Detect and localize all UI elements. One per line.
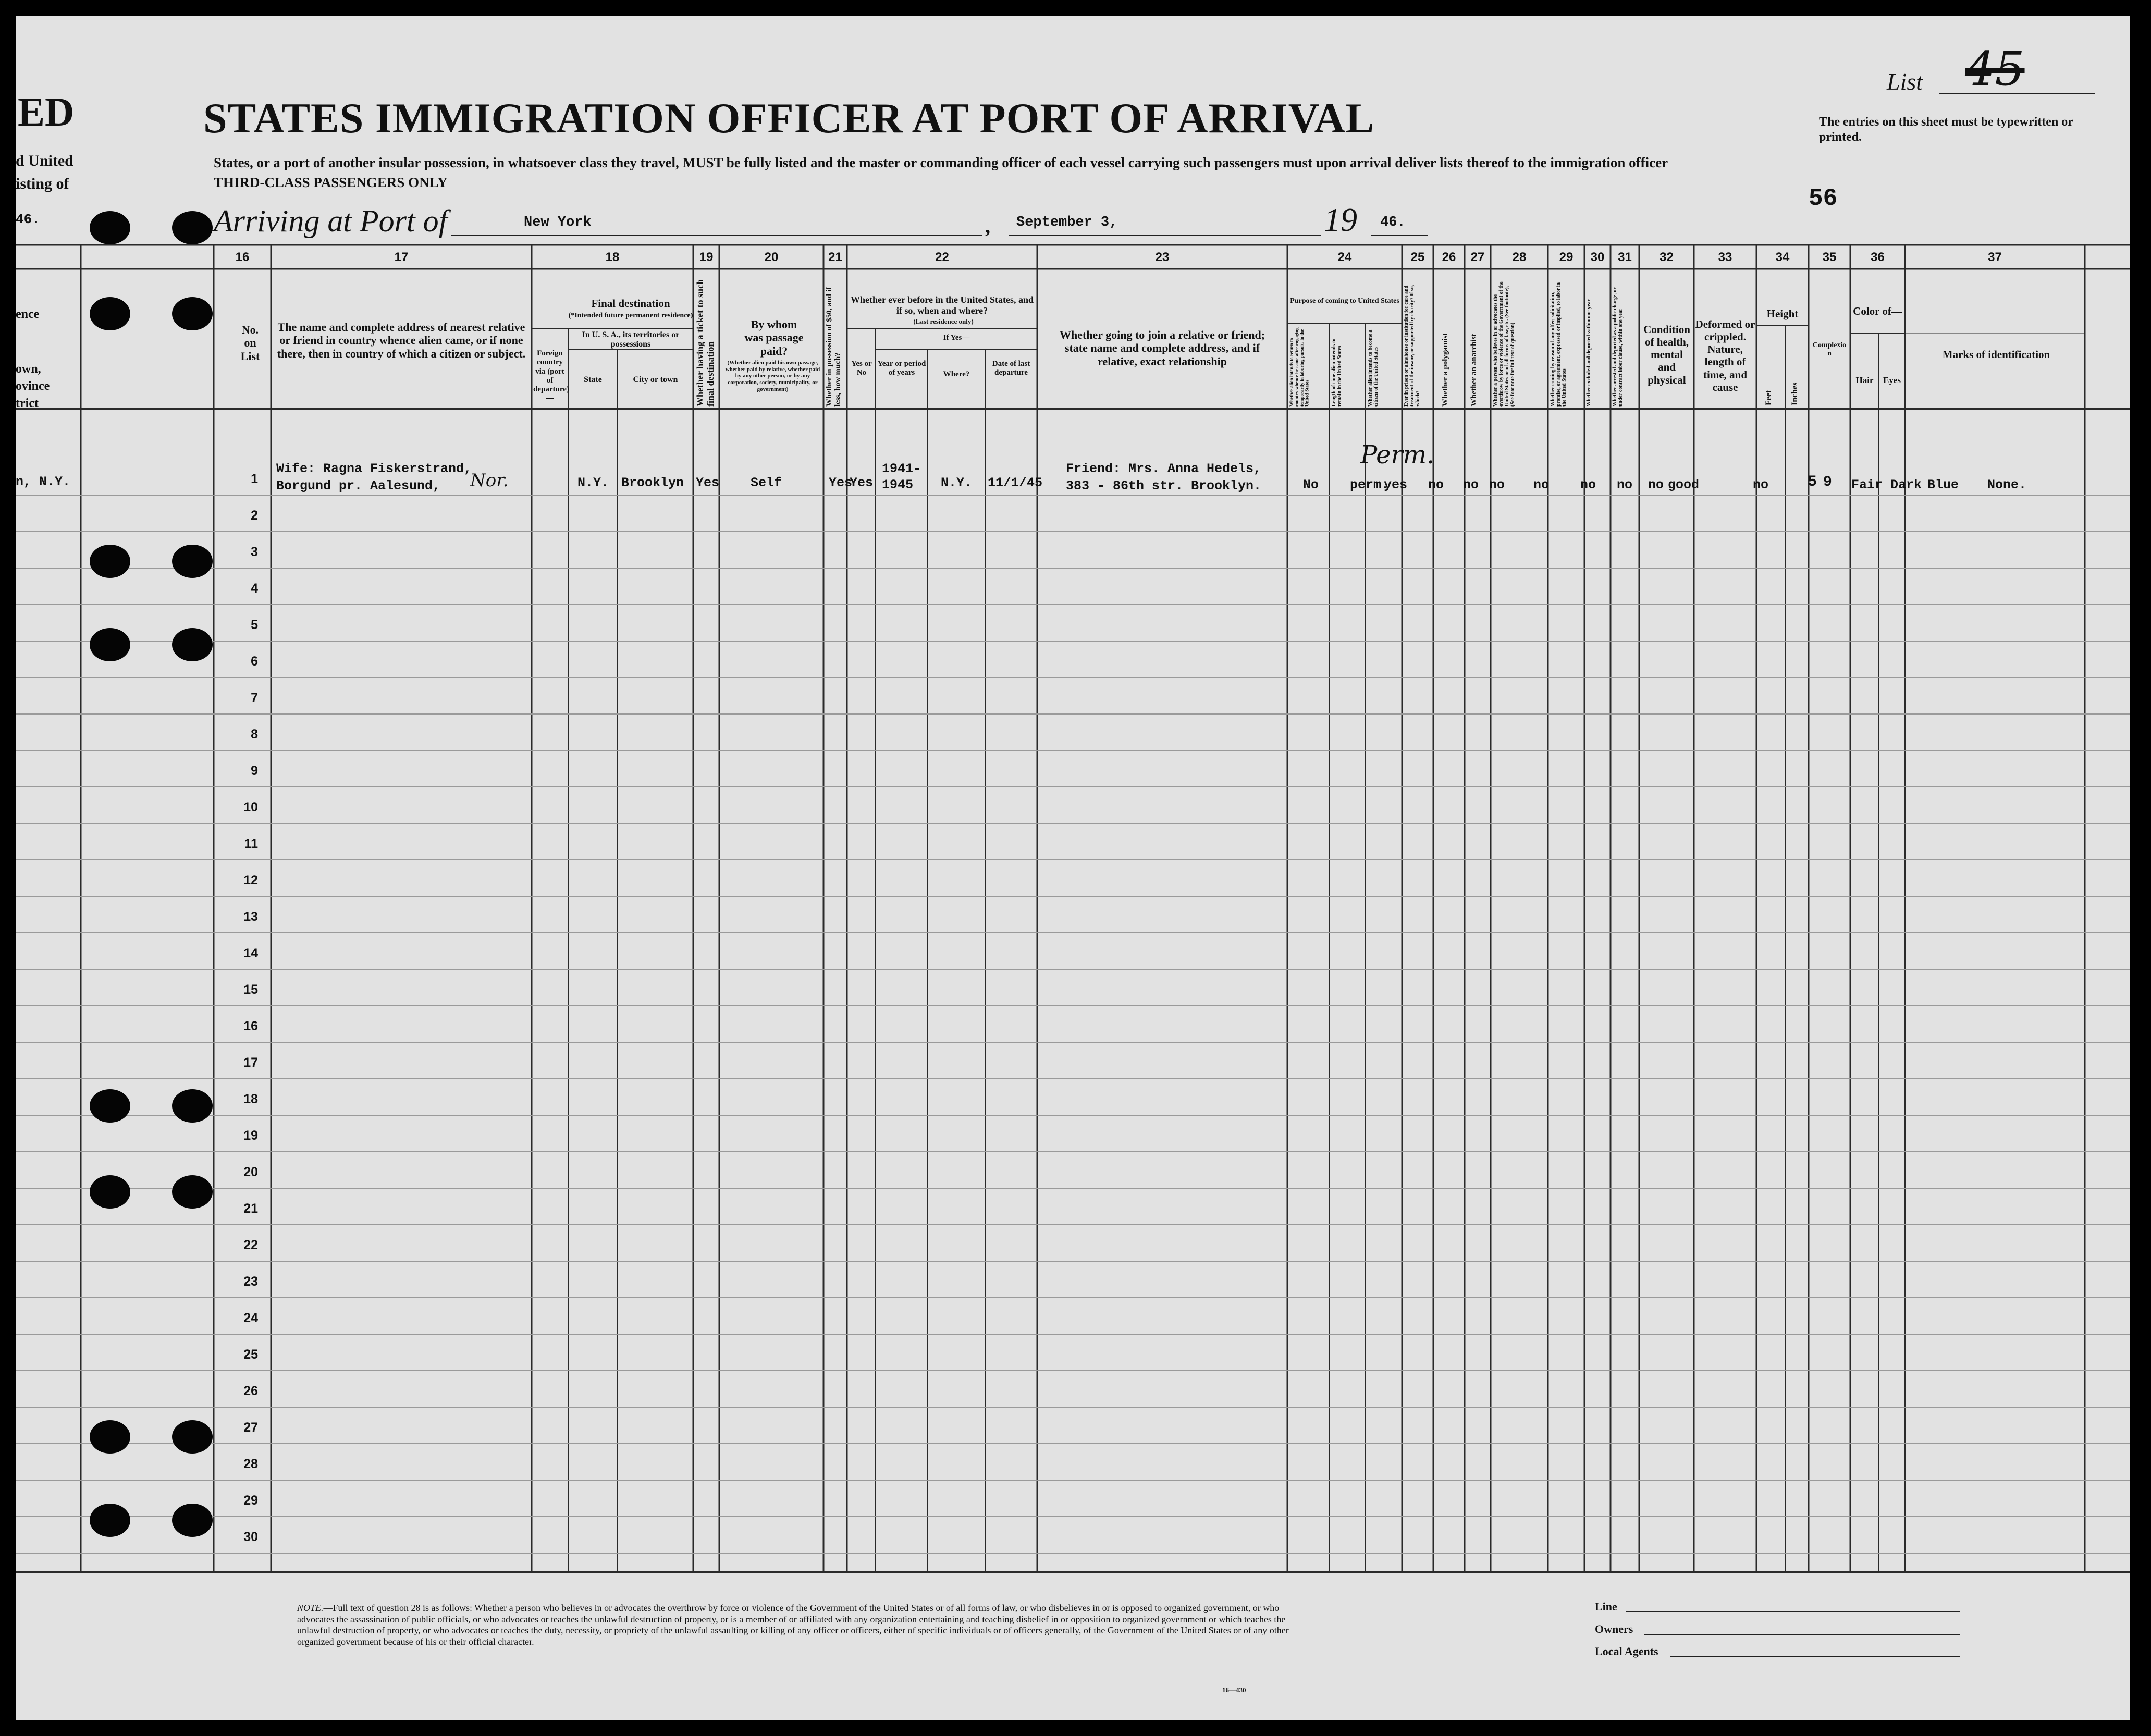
col-num-17: 17 bbox=[394, 250, 409, 264]
col-21-heading: Whether in possession of $50, and if less, how much? bbox=[825, 287, 842, 407]
entry-relative-line2: Borgund pr. Aalesund, bbox=[276, 478, 441, 494]
row-number: 25 bbox=[243, 1347, 258, 1362]
col-24-length: Length of time alien intends to remain in the United States bbox=[1331, 338, 1343, 407]
col-26-heading: Whether a polygamist bbox=[1441, 333, 1449, 407]
col-num-22: 22 bbox=[935, 250, 949, 264]
col-36-heading: Color of— bbox=[1853, 305, 1902, 317]
col-22-note: (Last residence only) bbox=[913, 317, 974, 325]
col-20-heading: By whom was passage paid? bbox=[744, 318, 804, 358]
list-number: 45 bbox=[1965, 42, 2025, 96]
col-num-24: 24 bbox=[1337, 250, 1352, 264]
col-27-heading: Whether an anarchist bbox=[1470, 334, 1478, 407]
col-num-18: 18 bbox=[605, 250, 620, 264]
row-number: 11 bbox=[244, 836, 258, 851]
entry-height-feet: 5 bbox=[1808, 473, 1817, 491]
col-30-heading: Whether excluded and deported within one year bbox=[1586, 299, 1592, 407]
entry-last-departure: 11/1/45 bbox=[988, 475, 1043, 490]
entry-relative-country-handwritten: Nor. bbox=[470, 470, 509, 491]
punch-hole bbox=[90, 297, 130, 330]
entry-excluded: no bbox=[1617, 477, 1633, 493]
row-number: 18 bbox=[243, 1092, 258, 1106]
punch-hole bbox=[172, 1175, 213, 1209]
entry-hair: Dark bbox=[1890, 477, 1922, 493]
form-number: 16—430 bbox=[1222, 1686, 1246, 1694]
entry-return: No bbox=[1303, 477, 1319, 493]
left-edge-line2: isting of bbox=[16, 175, 69, 192]
col-num-16: 16 bbox=[235, 250, 250, 264]
punch-hole bbox=[172, 628, 213, 661]
col-34-heading: Height bbox=[1766, 307, 1799, 320]
col-22-if-yes: If Yes— bbox=[943, 334, 970, 342]
col-29-heading: Whether coming by reason of any offer, solicitation, promise, or agreement, expressed or implied, to labor in the United States bbox=[1550, 282, 1567, 407]
entry-length-handwritten: Perm. bbox=[1360, 440, 1435, 470]
entry-years-line2: 1945 bbox=[882, 477, 914, 493]
arriving-label: Arriving at Port of bbox=[214, 204, 448, 238]
col-24-citizen: Whether alien intends to become a citizen of the United States bbox=[1368, 329, 1379, 407]
col-16-heading: No. on List bbox=[240, 323, 260, 363]
col-33-heading: Deformed or crippled. Nature, length of time, and cause bbox=[1695, 318, 1755, 393]
entry-join-line2: 383 - 86th str. Brooklyn. bbox=[1066, 478, 1262, 494]
col-36-hair: Hair bbox=[1855, 375, 1874, 385]
col-num-25: 25 bbox=[1410, 250, 1425, 264]
punch-hole bbox=[172, 211, 213, 244]
col-18-note: (*Intended future permanent residence) bbox=[568, 312, 693, 319]
row-number: 19 bbox=[243, 1128, 258, 1143]
row-number: 16 bbox=[243, 1019, 258, 1033]
punch-hole bbox=[90, 1420, 130, 1454]
left-edge-letters: ED bbox=[18, 89, 75, 134]
left-col-fragment-1: ence bbox=[16, 307, 40, 321]
col-num-27: 27 bbox=[1470, 250, 1485, 264]
entry-paid-by: Self bbox=[751, 475, 782, 490]
row-number: 26 bbox=[243, 1384, 258, 1398]
entry-dest-state: N.Y. bbox=[577, 475, 609, 490]
row-number: 20 bbox=[243, 1165, 258, 1179]
row-number: 29 bbox=[243, 1493, 258, 1508]
arrival-date: September 3, bbox=[1016, 215, 1118, 230]
punch-hole bbox=[172, 1420, 213, 1454]
col-18-in-usa: In U. S. A., its territories or possessions bbox=[582, 330, 680, 349]
col-18-state: State bbox=[584, 375, 602, 384]
punch-hole bbox=[172, 545, 213, 578]
left-col-fragment-3: ovince bbox=[16, 379, 50, 393]
entry-ticket: Yes bbox=[696, 475, 720, 490]
col-18-foreign-country: Foreign country via (port of departure)— bbox=[533, 349, 569, 403]
year-suffix: 46. bbox=[1380, 215, 1406, 230]
col-22-years: Year or period of years bbox=[877, 360, 926, 377]
owners-label: Owners bbox=[1595, 1622, 1633, 1635]
row-number: 17 bbox=[243, 1055, 258, 1070]
row-number: 27 bbox=[243, 1420, 258, 1435]
col-num-33: 33 bbox=[1718, 250, 1732, 264]
owners-underline bbox=[1644, 1634, 1960, 1635]
col-num-26: 26 bbox=[1442, 250, 1456, 264]
punch-hole bbox=[172, 1089, 213, 1123]
entry-height-inches: 9 bbox=[1823, 474, 1832, 490]
form-title: STATES IMMIGRATION OFFICER AT PORT OF ARRIVAL bbox=[203, 94, 1375, 142]
row-number: 24 bbox=[243, 1311, 258, 1325]
punch-hole bbox=[90, 1504, 130, 1537]
manifest-grid bbox=[16, 16, 2130, 1720]
row-number: 2 bbox=[251, 508, 258, 523]
col-19-heading: Whether having a ticket to such final destination bbox=[695, 279, 716, 407]
row-number: 14 bbox=[243, 946, 258, 961]
row-number: 4 bbox=[251, 581, 258, 596]
col-22-heading: Whether ever before in the United States, and if so, when and where? bbox=[851, 294, 1034, 316]
row-number: 5 bbox=[251, 618, 258, 632]
col-num-37: 37 bbox=[1988, 250, 2002, 264]
col-18-city: City or town bbox=[633, 375, 678, 384]
left-edge-year: 46. bbox=[16, 212, 40, 227]
col-22-last-departure: Date of last departure bbox=[992, 360, 1030, 377]
col-num-19: 19 bbox=[699, 250, 714, 264]
col-num-23: 23 bbox=[1155, 250, 1170, 264]
col-37-heading: Marks of identification bbox=[1942, 348, 2050, 361]
punch-hole bbox=[90, 1089, 130, 1123]
col-32-heading: Condition of health, mental and physical bbox=[1643, 323, 1690, 386]
left-col-fragment-2: own, bbox=[16, 362, 41, 376]
row-number: 22 bbox=[243, 1238, 258, 1252]
entry-years-line1: 1941- bbox=[882, 461, 921, 476]
row-number: 6 bbox=[251, 654, 258, 669]
entry-money: Yes bbox=[829, 475, 853, 490]
col-18-heading: Final destination bbox=[591, 297, 670, 310]
entry-offer: no bbox=[1580, 477, 1596, 493]
punch-hole bbox=[172, 1504, 213, 1537]
entry-where: N.Y. bbox=[941, 475, 973, 490]
class-line: THIRD-CLASS PASSENGERS ONLY bbox=[214, 175, 448, 190]
punch-hole bbox=[90, 1175, 130, 1209]
col-num-30: 30 bbox=[1590, 250, 1605, 264]
col-num-28: 28 bbox=[1512, 250, 1527, 264]
col-31-heading: Whether arrested and deported as a public charge, or under contract labor clause, within one year bbox=[1612, 287, 1624, 407]
entry-health: good bbox=[1668, 477, 1700, 493]
entry-before-us: Yes bbox=[850, 475, 874, 490]
col-23-heading: Whether going to join a relative or friend; state name and complete address, and if relative, exact relationship bbox=[1059, 328, 1265, 368]
line-underline bbox=[1626, 1611, 1960, 1612]
col-24-heading: Purpose of coming to United States bbox=[1290, 297, 1399, 305]
port-comma: , bbox=[985, 214, 990, 238]
col-num-34: 34 bbox=[1775, 250, 1790, 264]
list-label: List bbox=[1887, 68, 1923, 95]
punch-hole bbox=[90, 628, 130, 661]
row-number: 8 bbox=[251, 727, 258, 742]
col-num-35: 35 bbox=[1822, 250, 1837, 264]
col-num-31: 31 bbox=[1618, 250, 1632, 264]
col-num-32: 32 bbox=[1660, 250, 1674, 264]
entry-arrested: no bbox=[1648, 477, 1664, 493]
col-24-return: Whether alien intends to return to country whence he came after engaging temporarily in laboring pursuits in the United States bbox=[1289, 327, 1310, 407]
col-34-feet: Feet bbox=[1764, 390, 1773, 405]
form-subtitle: States, or a port of another insular possession, in whatsoever class they travel, MUST be fully listed and the master or commanding officer of each vessel carrying such passengers must upon arrival deliver lists thereof to the immigration officer bbox=[214, 155, 1668, 170]
footnote bbox=[297, 1603, 1313, 1647]
row-number: 3 bbox=[251, 545, 258, 559]
left-edge-line1: d United bbox=[16, 152, 73, 169]
row-number: 9 bbox=[251, 764, 258, 778]
punch-hole bbox=[172, 297, 213, 330]
col-17-heading: The name and complete address of nearest relative or friend in country whence alien came, or if none there, then in country of which a citizen or subject. bbox=[277, 321, 526, 360]
year-prefix: 19 bbox=[1324, 201, 1357, 238]
row-number: 7 bbox=[251, 691, 258, 705]
left-col-fragment-4: trict bbox=[16, 397, 39, 410]
col-34-inches: Inches bbox=[1790, 382, 1799, 405]
entry-eyes: Blue bbox=[1927, 477, 1959, 493]
entry-complexion: Fair bbox=[1851, 477, 1883, 493]
row-number: 21 bbox=[243, 1201, 258, 1216]
entry-citizen: yes bbox=[1384, 477, 1408, 493]
footnote-label: NOTE. bbox=[297, 1603, 324, 1613]
entry-join-line1: Friend: Mrs. Anna Hedels, bbox=[1066, 461, 1262, 476]
entry-deformed: no bbox=[1753, 477, 1769, 493]
col-22-yes-or-no: Yes or No bbox=[851, 360, 872, 377]
row-number: 13 bbox=[243, 909, 258, 924]
entry-relative-line1: Wife: Ragna Fiskerstrand, bbox=[276, 461, 472, 476]
entry-anarchist: no bbox=[1489, 477, 1505, 493]
footnote-text: —Full text of question 28 is as follows: Whether a person who believes in or advocates the overthrow by force or violence of the Government of the United States or of all forms of law, or who disbelieves in or is opposed to organized government, or who advocates the assassination of public officials, or who advocates or teaches the unlawful destruction of property, or is a member of or affiliated with any organization entertaining and teaching disbelief in or opposition to organized government or which teaches the unlawful destruction of property, or who advocates or teaches the duty, necessity, or propriety of the unlawful assaulting or killing of any officer or officers, either of specific individuals or of officers generally, of the Government of the United States or of any other organized government because of his or their official character. bbox=[297, 1603, 1289, 1647]
col-num-21: 21 bbox=[828, 250, 842, 264]
row-number: 23 bbox=[243, 1274, 258, 1289]
col-20-note: (Whether alien paid his own passage, whether paid by relative, whether paid by any other person, or by any corporation, society, municipality, or government) bbox=[725, 360, 820, 392]
line-label: Line bbox=[1595, 1600, 1617, 1613]
manifest-sheet bbox=[16, 16, 2130, 1720]
entry-dest-city: Brooklyn bbox=[621, 475, 684, 490]
sheet-number: 56 bbox=[1809, 185, 1838, 212]
entry-prison: no bbox=[1428, 477, 1444, 493]
row-number: 15 bbox=[243, 982, 258, 997]
col-num-20: 20 bbox=[764, 250, 779, 264]
col-36-eyes: Eyes bbox=[1883, 375, 1901, 385]
local-agents-underline bbox=[1670, 1656, 1960, 1657]
entry-polygamist: no bbox=[1463, 477, 1479, 493]
typewritten-instruction: The entries on this sheet must be typewritten or printed. bbox=[1819, 115, 2073, 144]
row-number: 1 bbox=[251, 472, 258, 486]
port-value: New York bbox=[524, 215, 592, 230]
entry-marks: None. bbox=[1987, 477, 2027, 493]
punch-hole bbox=[90, 211, 130, 244]
local-agents-label: Local Agents bbox=[1595, 1645, 1658, 1658]
col-28-heading: Whether a person who believes in or advocates the overthrow by force or violence of the Government of the United States or of all forms of law, etc. (See footnote), (See foot note for full text of question) bbox=[1493, 281, 1516, 407]
entry-length: perm. bbox=[1350, 477, 1390, 493]
row-number: 10 bbox=[243, 800, 258, 815]
row-number: 12 bbox=[243, 873, 258, 888]
entry-overthrow: no bbox=[1533, 477, 1550, 493]
row-number: 30 bbox=[243, 1530, 258, 1544]
row-number: 28 bbox=[243, 1457, 258, 1471]
col-22-where: Where? bbox=[943, 370, 970, 378]
col-num-36: 36 bbox=[1871, 250, 1885, 264]
col-35-heading: Complexion bbox=[1812, 341, 1847, 358]
col-25-heading: Ever in prison or almshouse or institution for care and treatment of the insane, or supported by charity? If so, which? bbox=[1404, 285, 1421, 407]
col-num-29: 29 bbox=[1559, 250, 1574, 264]
left-col-row1-fragment: n, N.Y. bbox=[16, 474, 71, 489]
punch-hole bbox=[90, 545, 130, 578]
